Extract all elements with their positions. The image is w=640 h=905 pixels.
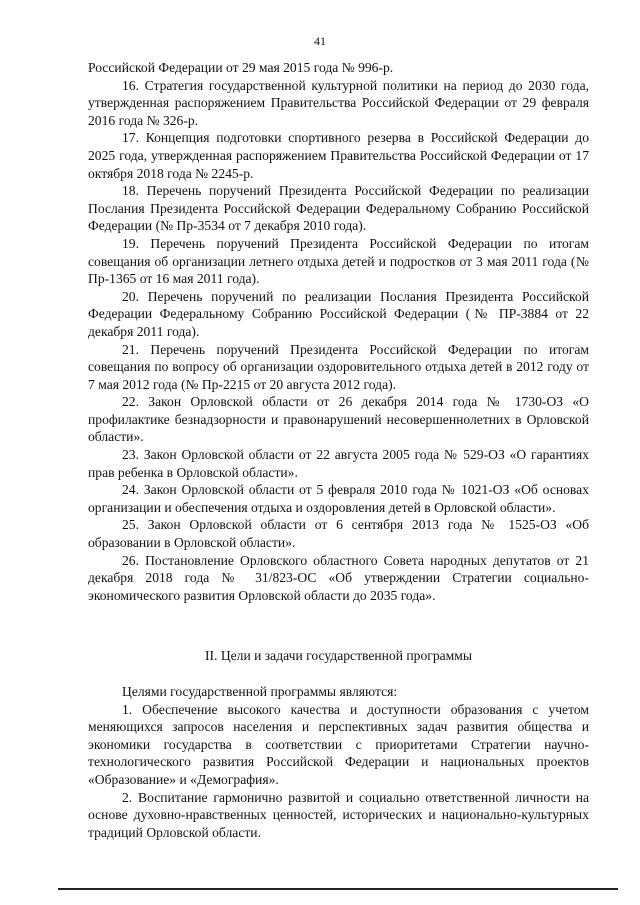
list-item-22: 22. Закон Орловской области от 26 декабря 2014 года № 1730-ОЗ «О профилактике безнадзорности и правонарушений несовершеннолетних в Орловской области». (88, 394, 589, 445)
list-item-25: 25. Закон Орловской области от 6 сентября 2013 года № 1525-ОЗ «Об образовании в Орловской области». (88, 517, 589, 551)
list-item-21: 21. Перечень поручений Президента Российской Федерации по итогам совещания по вопросу об организации оздоровительного отдыха детей в 2012 году от 7 мая 2012 года (№ Пр-2215 от 20 августа 2012 года). (88, 341, 589, 392)
list-item-18: 18. Перечень поручений Президента Российской Федерации по реализации Послания Президента Российской Федерации Федеральному Собранию Российской Федерации (№ Пр-3534 от 7 декабря 2010 года). (88, 183, 589, 234)
goals-intro: Целями государственной программы являются: (122, 684, 398, 699)
list-item-20: 20. Перечень поручений по реализации Послания Президента Российской Федерации Федеральному Собранию Российской Федерации (№ ПР-3884 от 22 декабря 2011 года). (88, 288, 589, 339)
list-item-16: 16. Стратегия государственной культурной политики на период до 2030 года, утвержденная распоряжением Правительства Российской Федерации от 29 февраля 2016 года № 326-р. (88, 77, 589, 128)
list-item-26: 26. Постановление Орловского областного Совета народных депутатов от 21 декабря 2018 года № 31/823-ОС «Об утверждении Стратегии социально-экономического развития Орловской области до 2035 года». (88, 552, 589, 603)
goal-item-2: 2. Воспитание гармонично развитой и социально ответственной личности на основе духовно-нравственных ценностей, исторических и национально-культурных традиций Орловской области. (88, 789, 589, 840)
list-item-23: 23. Закон Орловской области от 22 августа 2005 года № 529-ОЗ «О гарантиях прав ребенка в Орловской области». (88, 447, 589, 480)
list-item-24: 24. Закон Орловской области от 5 февраля 2010 года № 1021-ОЗ «Об основах организации и обеспечения отдыха и оздоровления детей в Орловской области». (88, 482, 589, 515)
list-item-17: 17. Концепция подготовки спортивного резерва в Российской Федерации до 2025 года, утвержденная распоряжением Правительства Российской Федерации от 17 октября 2018 года № 2245-р. (88, 130, 589, 181)
section-heading: II. Цели и задачи государственной программы (204, 648, 473, 664)
paragraph-continuation: Российской Федерации от 29 мая 2015 года № 996-р. (88, 60, 394, 75)
list-item-19: 19. Перечень поручений Президента Российской Федерации по итогам совещания об организации летнего отдыха детей и подростков от 3 мая 2011 года (№ Пр-1365 от 16 мая 2011 года). (88, 235, 589, 287)
goal-item-1: 1. Обеспечение высокого качества и доступности образования с учетом меняющихся запросов населения и перспективных задач развития общества и экономики государства в соответствии с приоритетами Стратегии научно-технологического развития Российской Федерации и национальных проектов «Образование» и «Демография». (88, 701, 589, 787)
page-number: 41 (314, 34, 326, 48)
document-body (88, 59, 589, 841)
scan-edge-line (58, 888, 618, 890)
